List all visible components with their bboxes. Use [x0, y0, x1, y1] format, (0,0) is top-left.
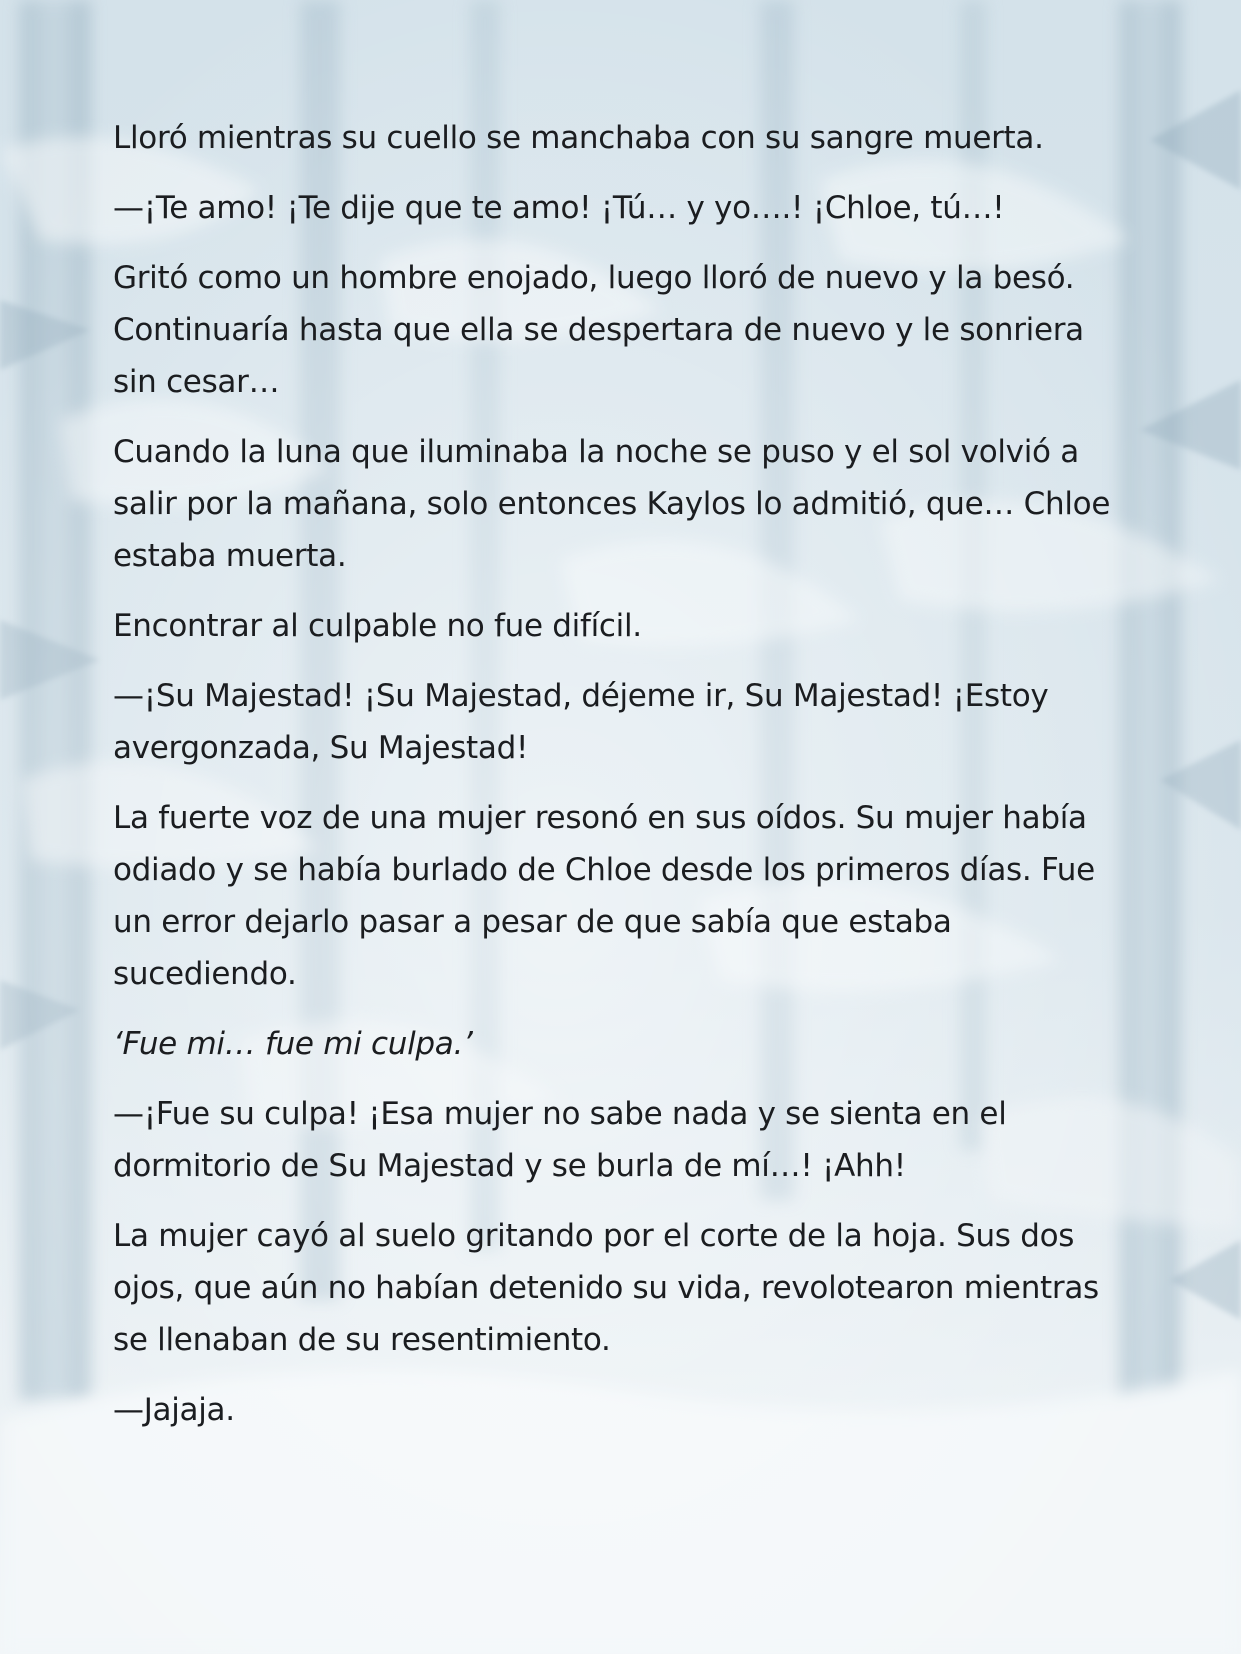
- paragraph: Gritó como un hombre enojado, luego lloró de nuevo y la besó. Continuaría hasta que ella se despertara de nuevo y le sonriera sin cesar…: [113, 260, 1084, 400]
- paragraph: —¡Te amo! ¡Te dije que te amo! ¡Tú… y yo….! ¡Chloe, tú…!: [113, 190, 1005, 226]
- italic-thought: ‘Fue mi… fue mi culpa.’: [113, 1026, 473, 1062]
- paragraph: Lloró mientras su cuello se manchaba con su sangre muerta.: [113, 120, 1044, 156]
- paragraph: Cuando la luna que iluminaba la noche se puso y el sol volvió a salir por la mañana, solo entonces Kaylos lo admitió, que… Chloe estaba muerta.: [113, 434, 1111, 574]
- paragraph: —Jajaja.: [113, 1392, 235, 1428]
- paragraph: —¡Fue su culpa! ¡Esa mujer no sabe nada y se sienta en el dormitorio de Su Majestad y se burla de mí…! ¡Ahh!: [113, 1096, 1007, 1184]
- paragraph: La fuerte voz de una mujer resonó en sus oídos. Su mujer había odiado y se había burlado de Chloe desde los primeros días. Fue un error dejarlo pasar a pesar de que sabía que estaba sucediendo.: [113, 800, 1095, 992]
- paragraph: —¡Su Majestad! ¡Su Majestad, déjeme ir, Su Majestad! ¡Estoy avergonzada, Su Majestad!: [113, 678, 1049, 766]
- paragraph: La mujer cayó al suelo gritando por el corte de la hoja. Sus dos ojos, que aún no habían detenido su vida, revolotearon mientras se llenaban de su resentimiento.: [113, 1218, 1099, 1358]
- paragraph: Encontrar al culpable no fue difícil.: [113, 608, 642, 644]
- document-body: [113, 112, 1133, 1454]
